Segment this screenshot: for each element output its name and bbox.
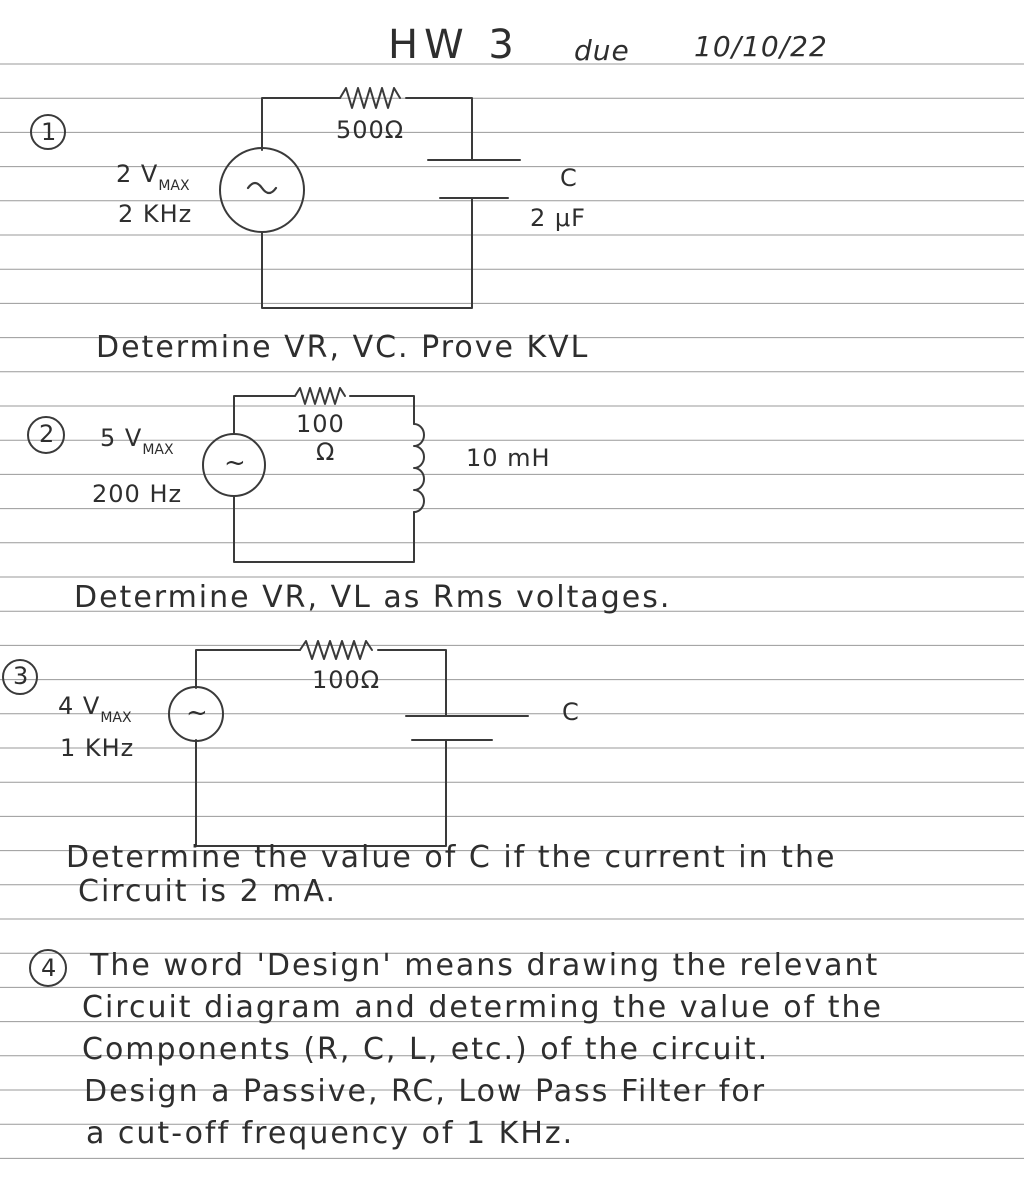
source-2-sine-icon: ~ xyxy=(224,448,247,478)
problem-3-prompt-line2: Circuit is 2 mA. xyxy=(78,874,337,909)
problem-4-line-4: Design a Passive, RC, Low Pass Filter for xyxy=(84,1074,767,1109)
problem-4-line-1: The word 'Design' means drawing the relevant xyxy=(90,948,880,983)
capacitor-3-name: C xyxy=(562,698,580,726)
problem-4-number: 4 xyxy=(41,954,58,982)
resistor-2-label: 100 xyxy=(296,410,345,438)
resistor-1-zigzag xyxy=(340,88,400,108)
source-2-frequency: 200 Hz xyxy=(92,480,183,508)
problem-3-number: 3 xyxy=(13,662,30,690)
capacitor-1-value: 2 μF xyxy=(530,204,586,232)
problem-1-prompt: Determine VR, VC. Prove KVL xyxy=(96,330,590,365)
source-1-frequency: 2 KHz xyxy=(118,200,193,228)
page-title: HW 3 xyxy=(388,22,520,68)
resistor-3-label: 100Ω xyxy=(312,666,381,694)
problem-4-line-5: a cut-off frequency of 1 KHz. xyxy=(86,1116,575,1151)
resistor-2-unit: Ω xyxy=(316,438,336,466)
source-3-amplitude: 4 $V_{MAX}$ xyxy=(58,692,132,726)
source-1-amplitude: 2 $V_{MAX}$ xyxy=(116,160,190,194)
problem-3-prompt-line1: Determine the value of C if the current in the xyxy=(66,840,837,875)
resistor-1-label: 500Ω xyxy=(336,116,405,144)
problem-2-prompt: Determine VR, VL as Rms voltages. xyxy=(74,580,672,615)
resistor-3-zigzag xyxy=(300,641,372,659)
source-2-amplitude: 5 $V_{MAX}$ xyxy=(100,424,174,458)
inductor-2-label: 10 mH xyxy=(466,444,551,472)
problem-2-number: 2 xyxy=(39,420,56,448)
problem-4-line-2: Circuit diagram and determing the value of the xyxy=(82,990,883,1025)
due-label: due xyxy=(574,34,630,67)
resistor-2-zigzag xyxy=(295,388,345,404)
inductor-2-coil xyxy=(414,424,424,512)
source-3-frequency: 1 KHz xyxy=(60,734,135,762)
due-date: 10/10/22 xyxy=(694,30,828,63)
source-3-sine-icon: ~ xyxy=(186,698,209,728)
problem-1-number: 1 xyxy=(41,118,58,146)
capacitor-1-name: C xyxy=(560,164,578,192)
problem-4-line-3: Components (R, C, L, etc.) of the circuit. xyxy=(82,1032,770,1067)
